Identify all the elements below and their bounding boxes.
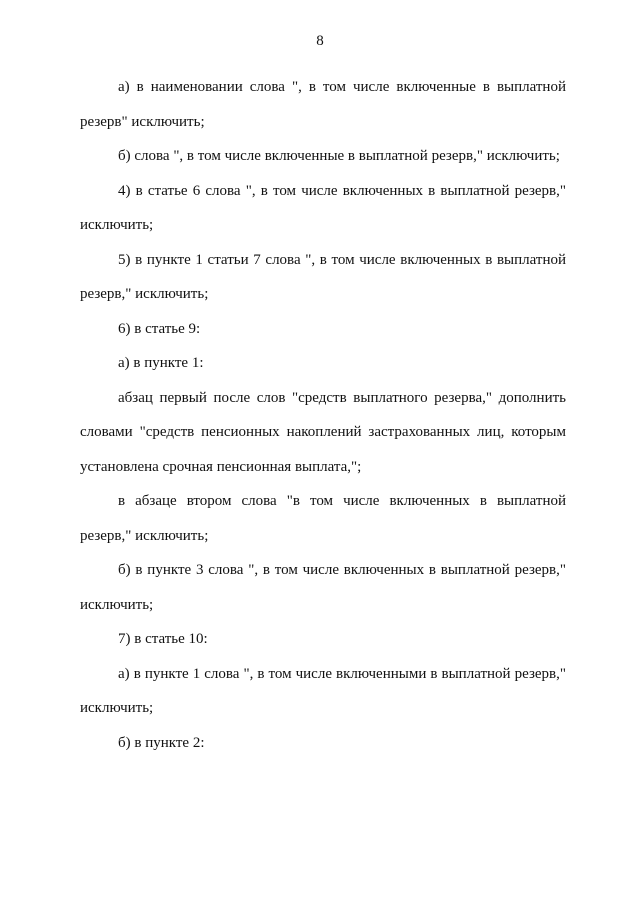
- paragraph-line: 5) в пункте 1 статьи 7 слова ", в том числе включенных в выплатной: [118, 251, 566, 268]
- paragraph: [80, 726, 566, 761]
- paragraph-line: 6) в статье 9:: [118, 320, 201, 337]
- paragraph-line: установлена срочная пенсионная выплата,";: [80, 458, 362, 475]
- paragraph: [80, 346, 566, 381]
- document-body: [80, 70, 566, 760]
- paragraph-line: исключить;: [80, 700, 154, 716]
- paragraph: [80, 484, 566, 553]
- paragraph: [80, 553, 566, 622]
- paragraph-line: б) в пункте 3 слова ", в том числе включенных в выплатной резерв,": [118, 562, 566, 578]
- paragraph-line: в абзаце втором слова "в том числе включенных в выплатной: [118, 493, 566, 509]
- paragraph: [80, 139, 566, 174]
- paragraph: [80, 70, 566, 139]
- paragraph-line: б) слова ", в том числе включенные в выплатной резерв," исключить;: [118, 148, 560, 164]
- page-number: 8: [316, 33, 324, 49]
- paragraph-line: исключить;: [80, 217, 154, 233]
- paragraph-line: 4) в статье 6 слова ", в том числе включенных в выплатной резерв,": [118, 182, 566, 199]
- paragraph: [80, 381, 566, 485]
- paragraph-line: а) в наименовании слова ", в том числе включенные в выплатной: [118, 79, 566, 95]
- paragraph: [80, 174, 566, 243]
- paragraph: [80, 657, 566, 726]
- paragraph-line: резерв," исключить;: [80, 527, 209, 544]
- paragraph: [80, 243, 566, 312]
- paragraph-line: а) в пункте 1 слова ", в том числе включенными в выплатной резерв,": [118, 665, 566, 682]
- paragraph-line: абзац первый после слов "средств выплатного резерва," дополнить: [118, 389, 566, 406]
- paragraph-line: резерв," исключить;: [80, 286, 209, 302]
- paragraph-line: а) в пункте 1:: [118, 355, 204, 371]
- paragraph-line: исключить;: [80, 596, 154, 613]
- paragraph: [80, 622, 566, 657]
- paragraph-line: б) в пункте 2:: [118, 734, 205, 751]
- paragraph: [80, 312, 566, 347]
- paragraph-line: 7) в статье 10:: [118, 631, 208, 647]
- paragraph-line: словами "средств пенсионных накоплений застрахованных лиц, которым: [80, 424, 566, 440]
- paragraph-line: резерв" исключить;: [80, 113, 205, 130]
